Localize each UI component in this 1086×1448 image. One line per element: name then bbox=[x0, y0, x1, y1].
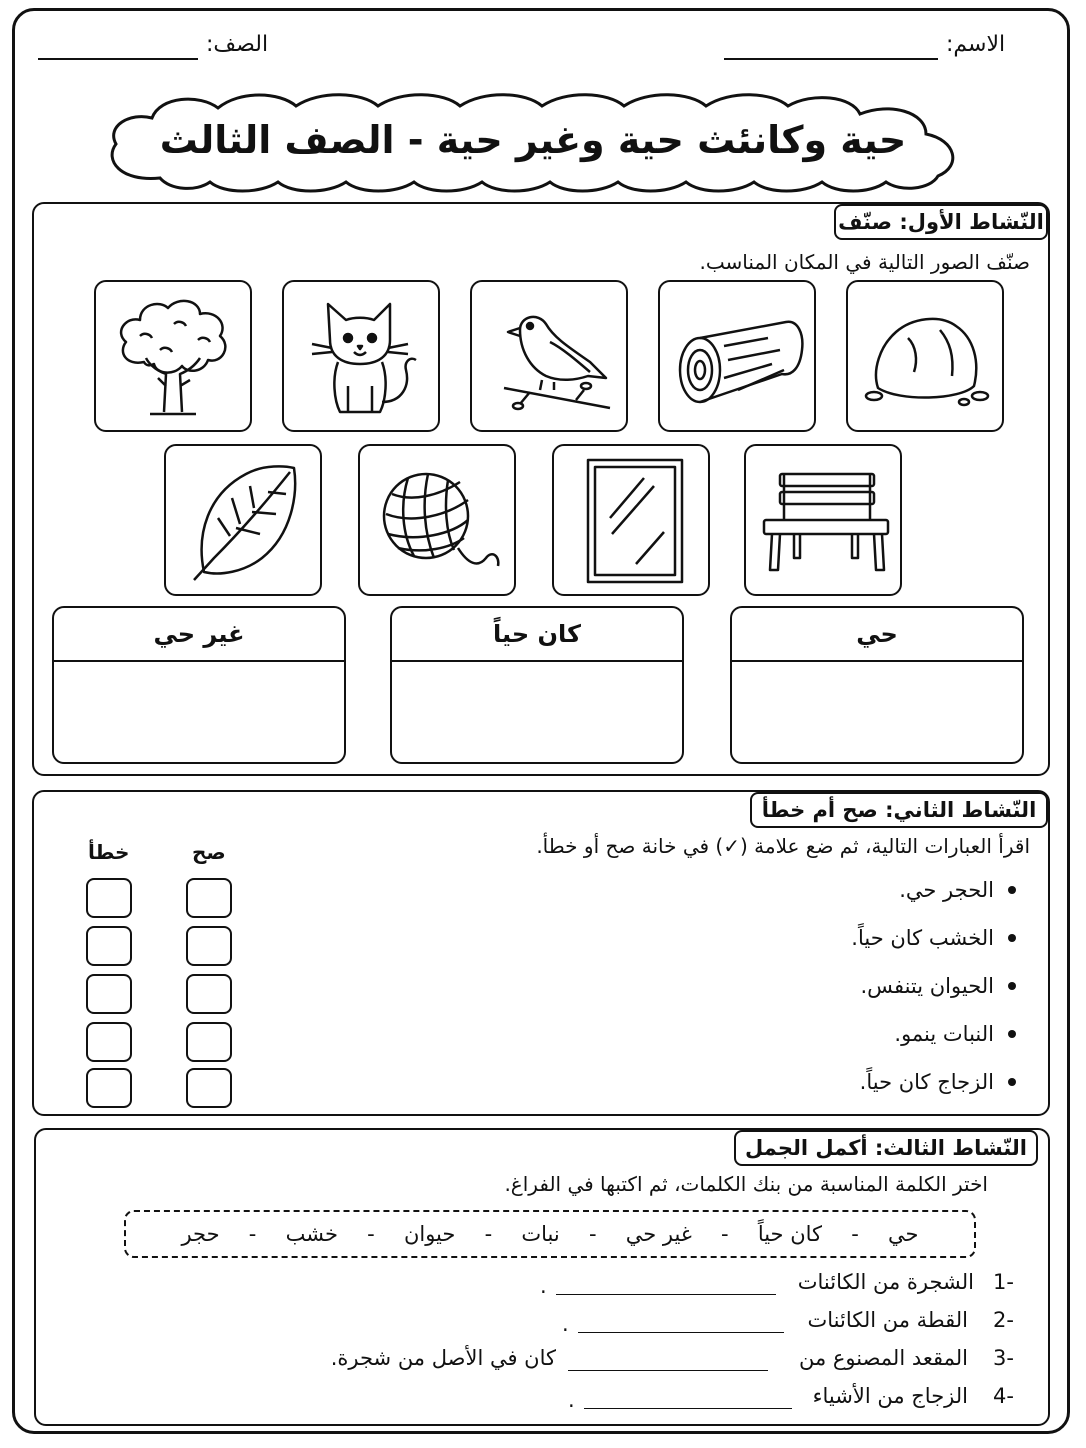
card-mirror[interactable] bbox=[552, 444, 710, 596]
false-checkbox-1[interactable] bbox=[86, 878, 132, 918]
question-3-blank[interactable] bbox=[568, 1370, 768, 1371]
question-4-blank[interactable] bbox=[584, 1408, 792, 1409]
false-checkbox-2[interactable] bbox=[86, 926, 132, 966]
category-box-was-living[interactable] bbox=[390, 606, 684, 764]
question-3-number: 3- bbox=[993, 1346, 1014, 1370]
true-checkbox-5[interactable] bbox=[186, 1068, 232, 1108]
question-3-ending: كان في الأصل من شجرة. bbox=[330, 1346, 556, 1370]
category-label-was-living: كان حياً bbox=[392, 608, 682, 662]
question-2-text: القطة من الكائنات bbox=[807, 1308, 968, 1332]
false-checkbox-4[interactable] bbox=[86, 1022, 132, 1062]
question-1-blank[interactable] bbox=[556, 1294, 776, 1295]
card-bird[interactable] bbox=[470, 280, 628, 432]
question-4-ending: . bbox=[568, 1388, 575, 1412]
card-yarn[interactable] bbox=[358, 444, 516, 596]
statement-1 bbox=[899, 878, 1016, 902]
category-box-living[interactable] bbox=[730, 606, 1024, 764]
mirror-icon bbox=[562, 454, 700, 586]
word-bank-word[interactable]: خشب bbox=[285, 1222, 338, 1246]
log-icon bbox=[668, 290, 806, 422]
bullet bbox=[1008, 982, 1016, 990]
bullet bbox=[1008, 934, 1016, 942]
class-line[interactable] bbox=[38, 58, 198, 60]
card-leaf[interactable] bbox=[164, 444, 322, 596]
bullet bbox=[1008, 886, 1016, 894]
word-separator: - bbox=[721, 1222, 729, 1246]
false-column-label: خطأ bbox=[88, 840, 130, 864]
activity2-instruction: اقرأ العبارات التالية، ثم ضع علامة (✓) في خانة صح أو خطأ. bbox=[536, 834, 1030, 858]
rock-icon bbox=[856, 290, 994, 422]
category-box-non-living[interactable] bbox=[52, 606, 346, 764]
question-3-text: المقعد المصنوع من bbox=[798, 1346, 968, 1370]
card-log[interactable] bbox=[658, 280, 816, 432]
name-label: الاسم: bbox=[946, 32, 1006, 57]
question-4-number: 4- bbox=[993, 1384, 1014, 1408]
word-bank bbox=[124, 1210, 976, 1258]
page-title: حية وكانئث حية وغير حية - الصف الثالث bbox=[159, 118, 907, 162]
question-1-text: الشجرة من الكائنات bbox=[797, 1270, 974, 1294]
question-1-number: 1- bbox=[993, 1270, 1014, 1294]
statement-5 bbox=[860, 1070, 1016, 1094]
word-bank-word[interactable]: حجر bbox=[181, 1222, 220, 1246]
question-2-ending: . bbox=[562, 1312, 569, 1336]
word-bank-word[interactable]: حي bbox=[888, 1222, 919, 1246]
true-checkbox-2[interactable] bbox=[186, 926, 232, 966]
word-separator: - bbox=[367, 1222, 375, 1246]
tree-icon bbox=[104, 290, 242, 422]
bench-icon bbox=[754, 454, 892, 586]
word-bank-word[interactable]: كان حياً bbox=[757, 1222, 823, 1246]
true-checkbox-4[interactable] bbox=[186, 1022, 232, 1062]
class-label: الصف: bbox=[206, 32, 269, 57]
activity1-instruction: صنّف الصور التالية في المكان المناسب. bbox=[699, 250, 1030, 274]
activity3-instruction: اختر الكلمة المناسبة من بنك الكلمات، ثم اكتبها في الفراغ. bbox=[504, 1172, 988, 1196]
false-checkbox-3[interactable] bbox=[86, 974, 132, 1014]
word-separator: - bbox=[248, 1222, 257, 1246]
question-2-blank[interactable] bbox=[578, 1332, 784, 1333]
bullet bbox=[1008, 1030, 1016, 1038]
name-line[interactable] bbox=[724, 58, 938, 60]
leaf-icon bbox=[174, 454, 312, 586]
word-bank-word[interactable]: غير حي bbox=[625, 1222, 692, 1246]
statement-text: النبات ينمو. bbox=[894, 1022, 994, 1046]
card-rock[interactable] bbox=[846, 280, 1004, 432]
category-label-non-living: غير حي bbox=[54, 608, 344, 662]
bird-icon bbox=[480, 290, 618, 422]
activity1-tag: النّشاط الأول: صنّف bbox=[834, 204, 1048, 240]
true-checkbox-1[interactable] bbox=[186, 878, 232, 918]
card-cat[interactable] bbox=[282, 280, 440, 432]
activity3-tag: النّشاط الثالث: أكمل الجمل bbox=[734, 1130, 1038, 1166]
cat-icon bbox=[292, 290, 430, 422]
statement-text: الخشب كان حياً. bbox=[851, 926, 994, 950]
statement-text: الحجر حي. bbox=[899, 878, 994, 902]
statement-2 bbox=[851, 926, 1016, 950]
word-bank-word[interactable]: نبات bbox=[521, 1222, 560, 1246]
statement-4 bbox=[894, 1022, 1016, 1046]
word-separator: - bbox=[851, 1222, 859, 1246]
yarn-ball-icon bbox=[368, 454, 506, 586]
true-checkbox-3[interactable] bbox=[186, 974, 232, 1014]
word-bank-word[interactable]: حيوان bbox=[403, 1222, 456, 1246]
true-column-label: صح bbox=[192, 840, 226, 864]
statement-3 bbox=[861, 974, 1017, 998]
word-separator: - bbox=[588, 1222, 597, 1246]
question-2-number: 2- bbox=[993, 1308, 1014, 1332]
activity2-tag: النّشاط الثاني: صح أم خطأ bbox=[750, 792, 1048, 828]
statement-text: الزجاج كان حياً. bbox=[859, 1070, 994, 1094]
question-4-text: الزجاج من الأشياء bbox=[812, 1384, 968, 1408]
card-tree[interactable] bbox=[94, 280, 252, 432]
category-label-living: حي bbox=[732, 608, 1022, 662]
word-separator: - bbox=[484, 1222, 493, 1246]
statement-text: الحيوان يتنفس. bbox=[860, 974, 994, 998]
bullet bbox=[1008, 1078, 1016, 1086]
false-checkbox-5[interactable] bbox=[86, 1068, 132, 1108]
card-bench[interactable] bbox=[744, 444, 902, 596]
question-1-ending: . bbox=[540, 1274, 547, 1298]
